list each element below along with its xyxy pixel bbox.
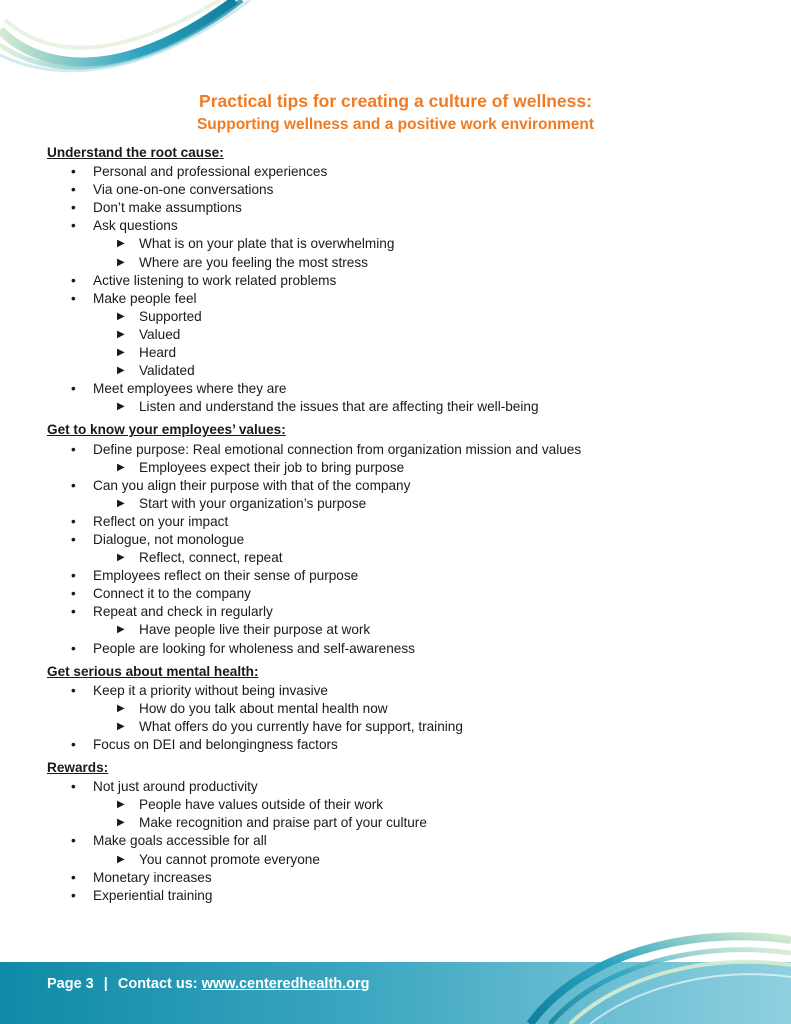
list-item-text: Meet employees where they are [93,381,287,397]
sub-list [93,308,767,380]
list-item [47,477,767,513]
list-item-text: Keep it a priority without being invasive [93,682,328,698]
list-item [47,869,767,887]
sub-list-item-text: Listen and understand the issues that are affecting their well-being [139,399,539,415]
bullet-icon: • [71,682,76,698]
list-item-text: Focus on DEI and belongingness factors [93,737,338,752]
list-item [47,832,767,868]
footer-text [47,976,370,992]
bullet-icon: • [71,290,76,306]
sub-list-item-text: Make recognition and praise part of your culture [139,815,427,831]
website-link[interactable]: www.centeredhealth.org [201,976,370,992]
bullet-icon: • [71,833,76,849]
triangle-bullet-icon: ▶ [117,552,125,564]
footer-separator: | [103,976,108,992]
triangle-bullet-icon: ▶ [117,401,125,413]
section-heading: Get serious about mental health: [47,663,259,679]
header [0,90,791,136]
list-item-text: Dialogue, not monologue [93,531,245,547]
sub-list [93,459,767,477]
section-heading: Rewards: [47,760,109,776]
sub-list-item [93,326,767,344]
bullet-list [47,441,767,658]
sub-list-item [93,718,767,736]
sub-list [93,796,767,832]
bullet-icon: • [71,531,76,547]
list-item-text: Connect it to the company [93,586,251,602]
list-item-text: Reflect on your impact [93,513,229,529]
sub-list-item [93,700,767,718]
sub-list [93,495,767,513]
tips-content [47,144,767,910]
section [47,663,767,754]
bullet-icon: • [71,604,76,620]
bullet-icon: • [71,218,76,234]
list-item-text: Make people feel [93,290,197,306]
list-item [47,567,767,585]
sub-list-item-text: Supported [139,308,202,324]
list-item [47,441,767,477]
section-heading: Get to know your employees’ values: [47,422,286,438]
sub-list-item [93,459,767,477]
bullet-icon: • [71,568,76,584]
list-item-text: Ask questions [93,218,178,234]
bullet-icon: • [71,869,76,885]
sub-list-item-text: How do you talk about mental health now [139,700,388,716]
sub-list-item [93,549,767,567]
page-number: Page 3 [47,976,94,992]
triangle-bullet-icon: ▶ [117,799,125,811]
sub-list-item [93,495,767,513]
contact-label: Contact us: [117,976,198,992]
list-item-text: Repeat and check in regularly [93,604,273,620]
list-item-text: Experiential training [93,887,213,903]
list-item [47,181,767,199]
triangle-bullet-icon: ▶ [117,256,125,268]
bullet-icon: • [71,441,76,457]
list-item-text: Define purpose: Real emotional connection from organization mission and values [93,441,582,457]
bullet-list [47,778,767,905]
decorative-swoosh-bottom [520,925,791,1024]
bullet-icon: • [71,381,76,397]
sub-list [93,398,767,416]
sub-list-item [93,254,767,272]
bullet-icon: • [71,477,76,493]
list-item [47,682,767,736]
list-item [47,199,767,217]
sub-list-item [93,308,767,326]
bullet-icon: • [71,513,76,529]
list-item [47,513,767,531]
page-subtitle: Supporting wellness and a positive work environment [196,116,595,133]
triangle-bullet-icon: ▶ [117,720,125,732]
sub-list-item-text: Reflect, connect, repeat [139,550,283,566]
bullet-icon: • [71,200,76,216]
triangle-bullet-icon: ▶ [117,702,125,714]
bullet-icon: • [71,586,76,602]
list-item [47,217,767,271]
bullet-list [47,682,767,754]
bullet-icon: • [71,164,76,180]
list-item [47,272,767,290]
section [47,421,767,657]
list-item [47,531,767,567]
section [47,144,767,416]
list-item [47,640,767,658]
list-item-text: Can you align their purpose with that of the company [93,477,411,493]
bullet-icon: • [71,182,76,198]
list-item-text: People are looking for wholeness and self-awareness [93,640,415,656]
sub-list-item [93,235,767,253]
sub-list-item-text: Validated [139,363,195,379]
sub-list-item [93,814,767,832]
list-item-text: Via one-on-one conversations [93,182,274,198]
triangle-bullet-icon: ▶ [117,853,125,865]
bullet-icon: • [71,640,76,656]
sub-list-item-text: Employees expect their job to bring purpose [139,459,405,475]
list-item-text: Active listening to work related problems [93,272,337,288]
sub-list-item-text: Valued [139,326,181,342]
sub-list-item [93,621,767,639]
list-item [47,736,767,754]
sub-list-item [93,362,767,380]
bullet-icon: • [71,887,76,903]
bullet-icon: • [71,272,76,288]
sub-list-item-text: Have people live their purpose at work [139,622,371,638]
decorative-swoosh-top [0,0,260,95]
list-item [47,380,767,416]
list-item [47,778,767,832]
sub-list [93,235,767,271]
page-title: Practical tips for creating a culture of wellness: [199,91,592,111]
triangle-bullet-icon: ▶ [117,461,125,473]
sub-list-item-text: People have values outside of their work [139,797,384,813]
triangle-bullet-icon: ▶ [117,347,125,359]
sub-list-item [93,796,767,814]
list-item-text: Monetary increases [93,869,212,885]
list-item-text: Don’t make assumptions [93,200,242,216]
triangle-bullet-icon: ▶ [117,624,125,636]
section [47,759,767,905]
triangle-bullet-icon: ▶ [117,238,125,250]
list-item [47,887,767,905]
sub-list [93,621,767,639]
sub-list [93,700,767,736]
bullet-list [47,163,767,416]
sub-list-item [93,398,767,416]
bullet-icon: • [71,779,76,795]
list-item-text: Personal and professional experiences [93,164,328,180]
list-item [47,290,767,380]
list-item-text: Make goals accessible for all [93,833,267,849]
sub-list-item [93,344,767,362]
list-item-text: Employees reflect on their sense of purpose [93,568,359,584]
sub-list-item-text: Where are you feeling the most stress [139,254,368,270]
list-item [47,163,767,181]
sub-list-item [93,851,767,869]
sub-list [93,851,767,869]
triangle-bullet-icon: ▶ [117,310,125,322]
list-item [47,585,767,603]
sub-list-item-text: Heard [139,345,177,361]
sub-list-item-text: What is on your plate that is overwhelming [139,236,395,252]
sub-list-item-text: You cannot promote everyone [139,851,320,867]
bullet-icon: • [71,737,76,752]
sub-list-item-text: Start with your organization’s purpose [139,495,367,511]
list-item-text: Not just around productivity [93,779,258,795]
triangle-bullet-icon: ▶ [117,497,125,509]
list-item [47,603,767,639]
section-heading: Understand the root cause: [47,145,224,160]
sub-list [93,549,767,567]
triangle-bullet-icon: ▶ [117,328,125,340]
sub-list-item-text: What offers do you currently have for support, training [139,718,463,734]
triangle-bullet-icon: ▶ [117,365,125,377]
triangle-bullet-icon: ▶ [117,817,125,829]
